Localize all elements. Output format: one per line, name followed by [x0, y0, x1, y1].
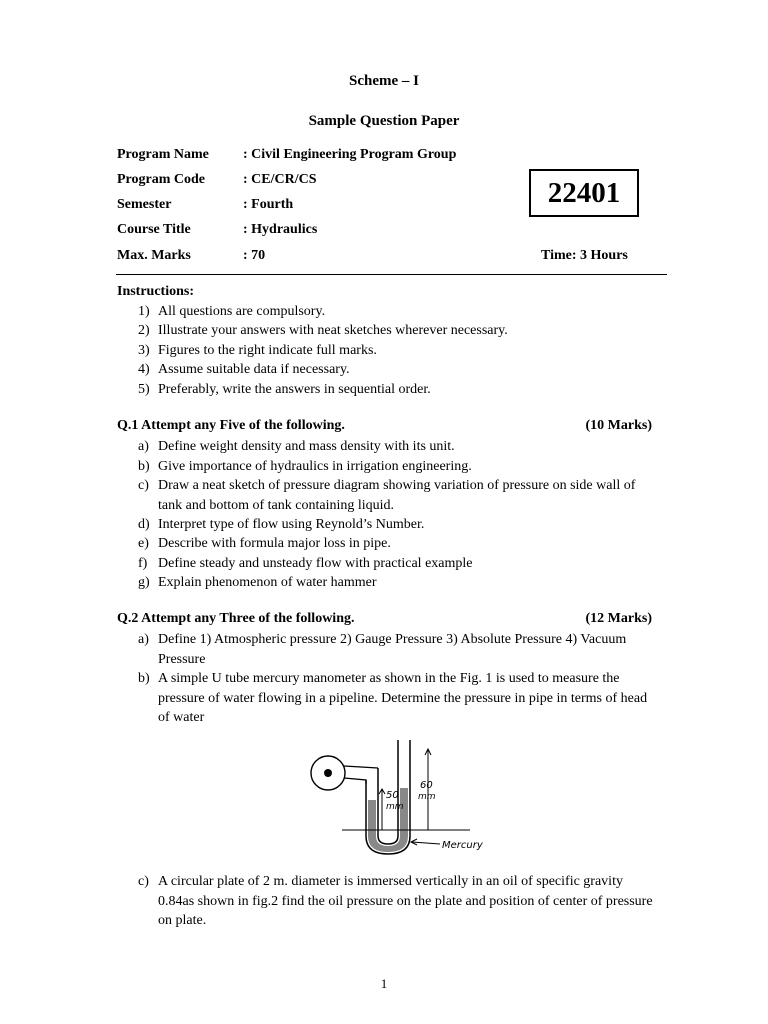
course-code-box: 22401: [529, 169, 639, 217]
q1-text: Define steady and unsteady flow with practical example: [158, 556, 473, 571]
q1-text: Draw a neat sketch of pressure diagram showing variation of pressure on side wall of tank and bottom of tank containing liquid.: [158, 478, 636, 513]
mercury-label: Mercury: [442, 840, 483, 851]
instruction-text: Illustrate your answers with neat sketches wherever necessary.: [158, 323, 508, 338]
instructions-heading: Instructions:: [117, 284, 195, 299]
q2-marker: a): [138, 632, 149, 647]
instruction-marker: 2): [138, 323, 150, 338]
dim-50-unit: mm: [386, 802, 404, 812]
q1-marker: a): [138, 439, 149, 454]
meta-value-course-title: : Hydraulics: [243, 222, 318, 237]
page-number: 1: [380, 976, 388, 991]
q1-marker: e): [138, 536, 149, 551]
q2-heading: [117, 611, 652, 627]
instruction-marker: 1): [138, 304, 150, 319]
instruction-text: Preferably, write the answers in sequential order.: [158, 382, 431, 397]
meta-label-course-title: Course Title: [117, 222, 191, 237]
q1-title: Q.1 Attempt any Five of the following.: [117, 418, 345, 433]
q1-marks: (10 Marks): [585, 418, 652, 433]
instruction-marker: 4): [138, 362, 150, 377]
instruction-text: Figures to the right indicate full marks.: [158, 343, 377, 358]
meta-label-program-code: Program Code: [117, 172, 205, 187]
manometer-figure: [300, 740, 510, 860]
q1-marker: c): [138, 478, 149, 493]
exam-time: Time: 3 Hours: [541, 248, 628, 263]
meta-label-semester: Semester: [117, 197, 172, 212]
q1-marker: d): [138, 517, 150, 532]
q1-text: Define weight density and mass density with its unit.: [158, 439, 455, 454]
meta-label-program-name: Program Name: [117, 147, 209, 162]
meta-value-semester: : Fourth: [243, 197, 294, 212]
q1-heading: [117, 418, 652, 434]
q1-text: Explain phenomenon of water hammer: [158, 575, 377, 590]
q1-marker: f): [138, 556, 148, 571]
dim-60-unit: mm: [418, 792, 436, 802]
q2-marks: (12 Marks): [585, 611, 652, 626]
q1-text: Interpret type of flow using Reynold’s Number.: [158, 517, 425, 532]
q2-text: A simple U tube mercury manometer as shown in the Fig. 1 is used to measure the pressure of water flowing in a pipeline. Determine the pressure in pipe in terms of head of water: [158, 671, 648, 725]
q2-title: Q.2 Attempt any Three of the following.: [117, 611, 355, 626]
q1-text: Give importance of hydraulics in irrigation engineering.: [158, 459, 472, 474]
instruction-text: All questions are compulsory.: [158, 304, 326, 319]
meta-value-program-name: : Civil Engineering Program Group: [243, 147, 457, 162]
scheme-heading: Scheme – I: [349, 73, 419, 89]
meta-value-program-code: : CE/CR/CS: [243, 172, 317, 187]
manometer-sketch: [300, 740, 510, 860]
q1-marker: b): [138, 459, 150, 474]
instruction-marker: 5): [138, 382, 150, 397]
dim-60-label: 60: [420, 780, 433, 791]
q2-text: A circular plate of 2 m. diameter is immersed vertically in an oil of specific gravity 0.84as shown in fig.2 find the oil pressure on the plate and position of center of pressure on plate.: [158, 874, 653, 928]
instruction-text: Assume suitable data if necessary.: [158, 362, 350, 377]
header-divider: [116, 274, 667, 275]
paper-title: Sample Question Paper: [308, 113, 460, 129]
q2-marker: b): [138, 671, 150, 686]
instruction-marker: 3): [138, 343, 150, 358]
dim-50-label: 50: [386, 790, 399, 801]
q2-marker: c): [138, 874, 149, 889]
q1-text: Describe with formula major loss in pipe.: [158, 536, 391, 551]
meta-label-max-marks: Max. Marks: [117, 248, 191, 263]
q2-text: Define 1) Atmospheric pressure 2) Gauge Pressure 3) Absolute Pressure 4) Vacuum Pressure: [158, 632, 627, 667]
q1-marker: g): [138, 575, 150, 590]
meta-value-max-marks: : 70: [243, 248, 266, 263]
